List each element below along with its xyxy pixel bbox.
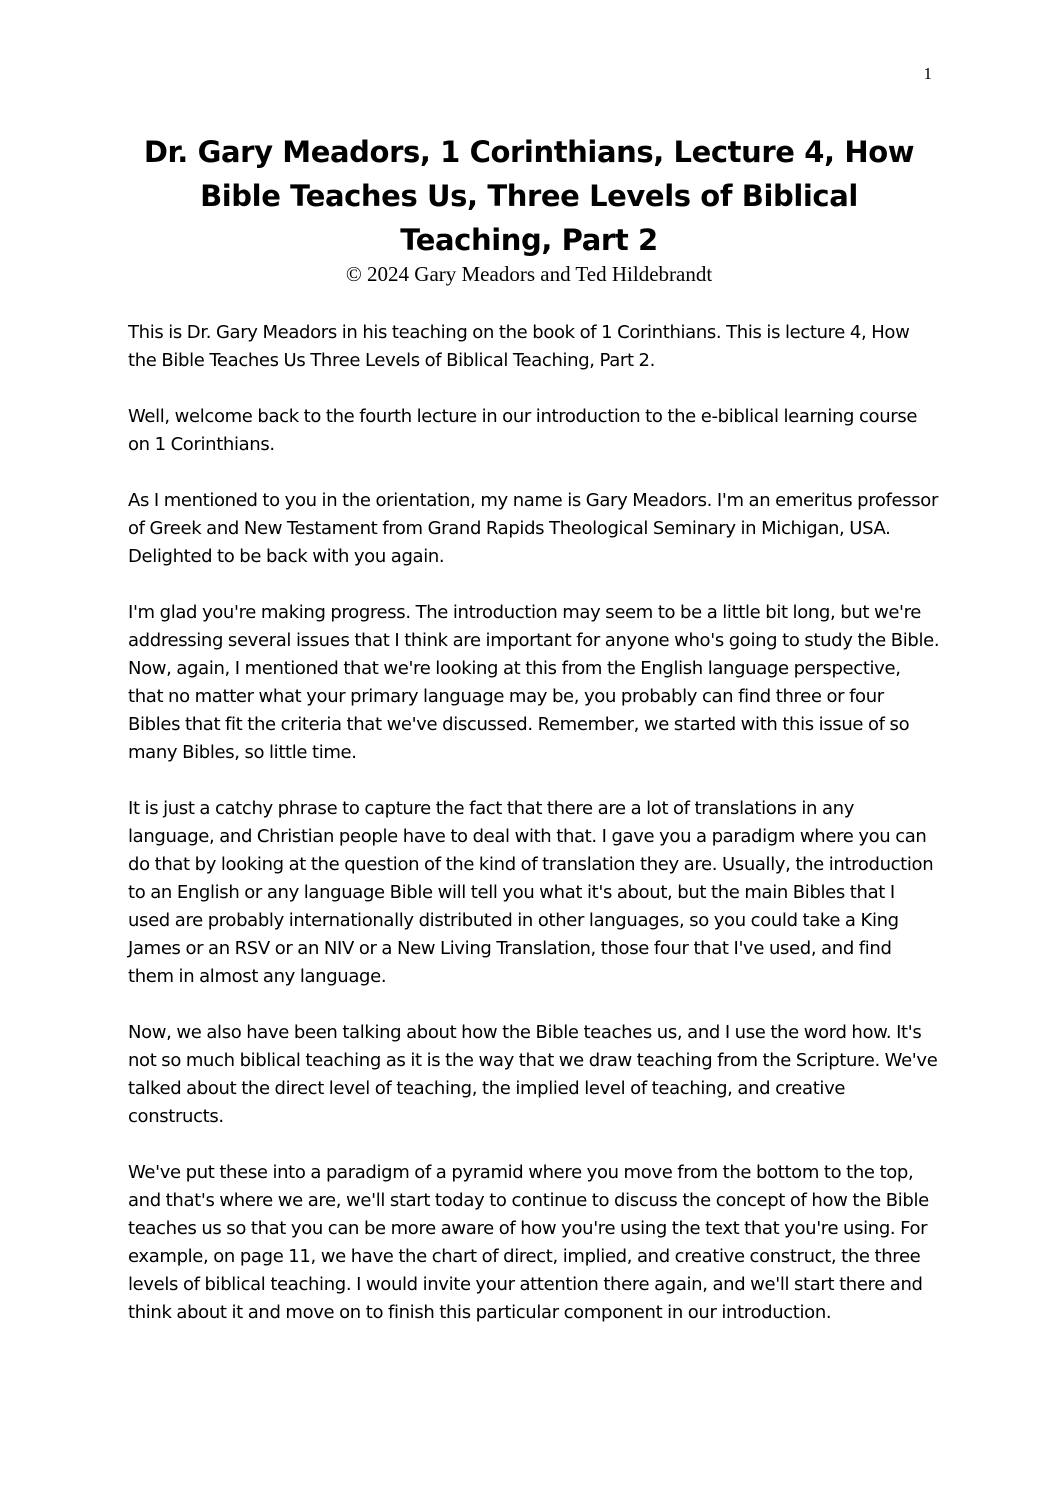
paragraph-5: It is just a catchy phrase to capture the fact that there are a lot of translations in any language, and Christian people have to deal with that. I gave you a paradigm where you can do that by looking at the question of the kind of translation they are. Usually, the introduction to an English or any language Bible will tell you what it's about, but the main Bibles that I used are probably internationally distributed in other languages, so you could take a King James or an RSV or an NIV or a New Living Translation, those four that I've used, and find them in almost any language. xyxy=(128,798,934,987)
paragraph-7: We've put these into a paradigm of a pyramid where you move from the bottom to the top, and that's where we are, we'll start today to continue to discuss the concept of how the Bible teaches us so that you can be more aware of how you're using the text that you're using. For example, on page 11, we have the chart of direct, implied, and creative construct, the three levels of biblical teaching. I would invite your attention there again, and we'll start there and think about it and move on to finish this particular component in our introduction. xyxy=(128,1162,929,1323)
title-block xyxy=(128,130,930,286)
paragraph-4: I'm glad you're making progress. The introduction may seem to be a little bit long, but we're addressing several issues that I think are important for anyone who's going to study the Bible. Now, again, I mentioned that we're looking at this from the English language perspective, that no matter what your primary language may be, you probably can find three or four Bibles that fit the criteria that we've discussed. Remember, we started with this issue of so many Bibles, so little time. xyxy=(128,602,940,763)
paragraph-3: As I mentioned to you in the orientation, my name is Gary Meadors. I'm an emeritus professor of Greek and New Testament from Grand Rapids Theological Seminary in Michigan, USA. Delighted to be back with you again. xyxy=(128,490,939,567)
document-title: Dr. Gary Meadors, 1 Corinthians, Lecture 4, How Bible Teaches Us, Three Levels of Biblical Teaching, Part 2 xyxy=(143,135,915,257)
document-body xyxy=(128,319,940,1355)
paragraph-1: This is Dr. Gary Meadors in his teaching on the book of 1 Corinthians. This is lecture 4, How the Bible Teaches Us Three Levels of Biblical Teaching, Part 2. xyxy=(128,322,910,371)
paragraph-6: Now, we also have been talking about how the Bible teaches us, and I use the word how. It's not so much biblical teaching as it is the way that we draw teaching from the Scripture. We've talked about the direct level of teaching, the implied level of teaching, and creative constructs. xyxy=(128,1022,938,1127)
copyright-line: © 2024 Gary Meadors and Ted Hildebrandt xyxy=(345,262,713,286)
page-number: 1 xyxy=(923,64,932,83)
paragraph-2: Well, welcome back to the fourth lecture in our introduction to the e-biblical learning course on 1 Corinthians. xyxy=(128,406,918,455)
